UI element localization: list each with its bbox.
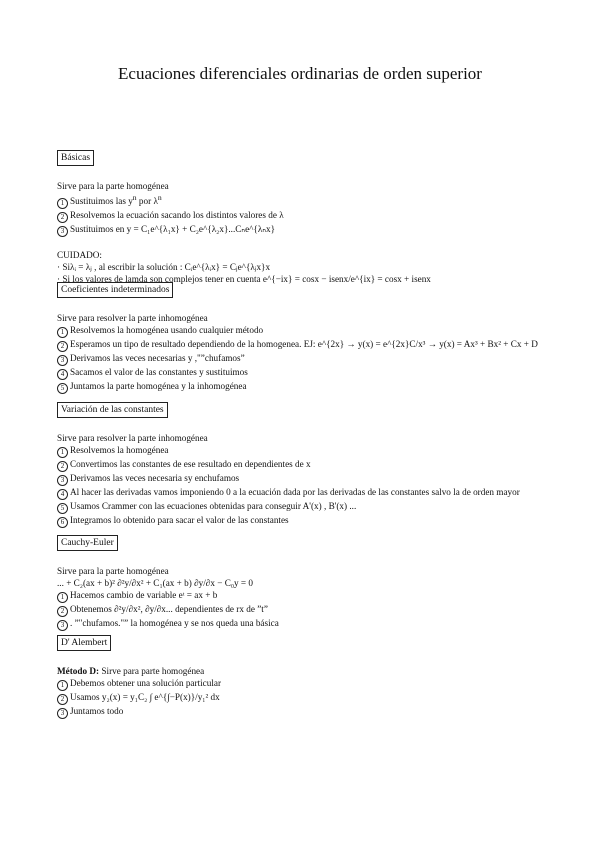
step-5: 5 Usamos Crammer con las ecuaciones obtenidas para conseguir A'(x) , B'(x) ...	[57, 500, 543, 514]
section-intro: Sirve para resolver la parte inhomogénea	[57, 433, 208, 443]
section-header-coeficientes: Coeficientes indeterminados	[57, 282, 173, 298]
step-2: 2 Convertimos las constantes de ese resultado en dependientes de x	[57, 458, 543, 472]
step-3: 3 Juntamos todo	[57, 705, 543, 719]
section-header-variacion: Variación de las constantes	[57, 402, 168, 418]
section-header-cauchy-euler: Cauchy-Euler	[57, 535, 118, 551]
section-cauchy-euler	[57, 535, 543, 631]
method-line: Método D: Sirve para parte homogénea	[57, 666, 205, 676]
equation: ... + C₂(ax + b)² ∂²y/∂x² + C₁(ax + b) ∂y/∂x − C₀y = 0	[57, 578, 253, 588]
step-3: 3 . ”"chufamos."” la homogénea y se nos queda una básica	[57, 617, 543, 631]
step-5: 5 Juntamos la parte homogénea y la inhomogénea	[57, 380, 543, 394]
step-1: 1 Debemos obtener una solución particular	[57, 677, 543, 691]
step-number-2-icon: 2	[57, 694, 68, 705]
step-4: 4 Sacamos el valor de las constantes y sustituimos	[57, 366, 543, 380]
section-intro: Sirve para la parte homogénea	[57, 181, 169, 191]
step-6: 6 Integramos lo obtenido para sacar el valor de las constantes	[57, 514, 543, 528]
section-intro: Sirve para resolver la parte inhomogénea	[57, 313, 208, 323]
step-2: 2 Esperamos un tipo de resultado dependiendo de la homogenea. EJ: e^{2x} → y(x) = e^{2x}C/x³ → y(x) = Ax³ + Bx² + Cx + D	[57, 338, 543, 352]
step-number-3-icon: 3	[57, 620, 68, 631]
step-number-1-icon: 1	[57, 680, 68, 691]
step-number-2-icon: 2	[57, 341, 68, 352]
step-number-3-icon: 3	[57, 355, 68, 366]
step-3: 3 Derivamos las veces necesarias y ,"”chufamos”	[57, 352, 543, 366]
step-number-1-icon: 1	[57, 327, 68, 338]
section-header-dalembert: D' Alembert	[57, 635, 111, 651]
step-number-2-icon: 2	[57, 212, 68, 223]
section-header-basicas: Básicas	[57, 150, 94, 166]
step-number-4-icon: 4	[57, 369, 68, 380]
step-number-4-icon: 4	[57, 489, 68, 500]
step-2: 2 Usamos y₂(x) = y₁C₂ ∫ e^{∫−P(x)}/y₁² dx	[57, 691, 543, 705]
step-3: 3 Sustituimos en y = C₁e^{λ₁x} + C₂e^{λ₂x}...Cₙe^{λₙx}	[57, 223, 543, 237]
step-4: 4 Al hacer las derivadas vamos imponiendo 0 a la ecuación dada por las derivadas de las constantes salvo la de orden mayor	[57, 486, 543, 500]
step-number-2-icon: 2	[57, 461, 68, 472]
step-2: 2 Resolvemos la ecuación sacando los distintos valores de λ	[57, 209, 543, 223]
section-basicas	[57, 150, 543, 285]
section-dalembert	[57, 635, 543, 719]
step-1: 1 Hacemos cambio de variable eᵗ = ax + b	[57, 589, 543, 603]
step-number-5-icon: 5	[57, 383, 68, 394]
caution-title: CUIDADO:	[57, 250, 102, 261]
caution-item: · Siλᵢ = λⱼ , al escribir la solución : Cᵢe^{λᵢx} = Cⱼe^{λⱼx}x	[57, 262, 271, 273]
step-number-3-icon: 3	[57, 475, 68, 486]
step-number-5-icon: 5	[57, 503, 68, 514]
section-intro: Sirve para la parte homogénea	[57, 566, 169, 576]
step-number-3-icon: 3	[57, 708, 68, 719]
step-number-6-icon: 6	[57, 517, 68, 528]
section-variacion	[57, 402, 543, 528]
step-number-1-icon: 1	[57, 447, 68, 458]
step-number-1-icon: 1	[57, 592, 68, 603]
step-number-2-icon: 2	[57, 606, 68, 617]
caution-item: · Si los valores de lamda son complejos tener en cuenta e^{−ix} = cosx − isenx/e^{ix} = cosx + isenx	[57, 274, 431, 285]
step-3: 3 Derivamos las veces necesaria sy enchufamos	[57, 472, 543, 486]
step-1: 1 Sustituimos las $y^n$ por $\lambda^n$	[57, 192, 543, 209]
step-1: 1 Resolvemos la homogénea	[57, 444, 543, 458]
step-number-3-icon: 3	[57, 226, 68, 237]
step-number-1-icon: 1	[57, 198, 68, 209]
section-coeficientes	[57, 282, 543, 394]
step-2: 2 Obtenemos ∂²y/∂x², ∂y/∂x... dependientes de rx de ”t”	[57, 603, 543, 617]
page-title: Ecuaciones diferenciales ordinarias de orden superior	[118, 64, 482, 83]
step-1: 1 Resolvemos la homogénea usando cualquier método	[57, 324, 543, 338]
